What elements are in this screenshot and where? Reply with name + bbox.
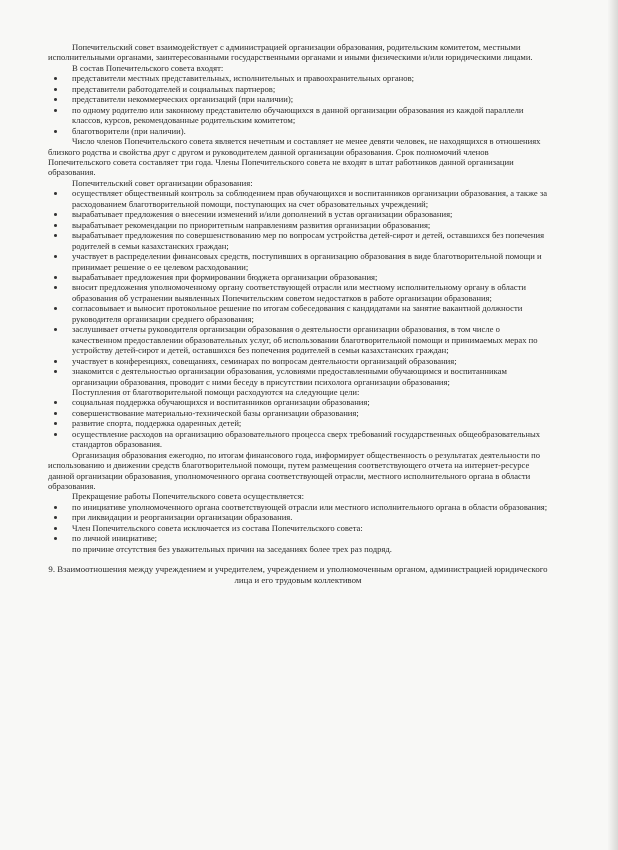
absence-paragraph: по причине отсутствия без уважительных причин на заседаниях более трех раз подряд. bbox=[72, 543, 392, 554]
list-item: при ликвидации и реорганизации организации образования. bbox=[48, 512, 548, 522]
list-item: вырабатывает предложения по совершенствованию мер по вопросам устройства детей-сирот и детей, оставшихся без попечения родителей в семьи казахстанских граждан; bbox=[48, 230, 548, 251]
document-body bbox=[48, 42, 548, 585]
list-item: по инициативе уполномоченного органа соответствующей отрасли или местного исполнительного органа в области образования; bbox=[48, 502, 548, 512]
list-item: развитие спорта, поддержка одаренных детей; bbox=[48, 418, 548, 428]
functions-intro: Попечительский совет организации образования: bbox=[72, 177, 253, 188]
list-item: социальная поддержка обучающихся и воспитанников организации образования; bbox=[48, 397, 548, 407]
list-item: участвует в конференциях, совещаниях, семинарах по вопросам деятельности организаций образования; bbox=[48, 356, 548, 366]
composition-intro: В состав Попечительского совета входят: bbox=[72, 62, 224, 73]
members-paragraph: Число членов Попечительского совета является нечетным и составляет не менее девяти человек, не находящихся в отношениях близкого родства и свойства друг с другом и руководителем данной организации образования. Срок полномочий членов Попечительского совета составляет три года. Члены Попечительского совета не входят в штат работников данной организации образования. bbox=[48, 136, 541, 178]
page-edge-shadow bbox=[608, 0, 618, 850]
functions-list bbox=[48, 188, 548, 387]
list-item: Член Попечительского совета исключается из состава Попечительского совета: bbox=[48, 523, 548, 533]
list-item: представители местных представительных, исполнительных и правоохранительных органов; bbox=[48, 73, 548, 83]
section-heading: 9. Взаимоотношения между учреждением и учредителем, учреждением и уполномоченным органом, администрацией юридического лица и его трудовым коллективом bbox=[48, 564, 548, 585]
list-item: вырабатывает рекомендации по приоритетным направлениям развития организации образования; bbox=[48, 220, 548, 230]
list-item: представители работодателей и социальных партнеров; bbox=[48, 84, 548, 94]
list-item: участвует в распределении финансовых средств, поступивших в организацию образования в виде благотворительной помощи и принимает решение о ее целевом расходовании; bbox=[48, 251, 548, 272]
funds-intro: Поступления от благотворительной помощи расходуются на следующие цели: bbox=[72, 386, 360, 397]
list-item: совершенствование материально-технической базы организации образования; bbox=[48, 408, 548, 418]
report-paragraph: Организация образования ежегодно, по итогам финансового года, информирует общественность о результатах деятельности по использованию и движении средств благотворительной помощи, путем размещения соответствующего отчета на интернет-ресурсе данной организации образования, уполномоченного органа соответствующей отрасли, местного исполнительного органа в области образования. bbox=[48, 449, 540, 492]
termination-list bbox=[48, 502, 548, 544]
list-item: вносит предложения уполномоченному органу соответствующей отрасли или местному исполнительному органу в области образования об устранении выявленных Попечительским советом недостатков в работе организации образования; bbox=[48, 282, 548, 303]
list-item: осуществление расходов на организацию образовательного процесса сверх требований государственных общеобразовательных стандартов образования. bbox=[48, 429, 548, 450]
funds-list bbox=[48, 397, 548, 449]
termination-intro: Прекращение работы Попечительского совета осуществляется: bbox=[72, 491, 305, 502]
intro-paragraph: Попечительский совет взаимодействует с администрацией организации образования, родительским комитетом, местными исполнительными органами, заинтересованными государственными органами и иными физическими и/или юридическими лицами. bbox=[48, 42, 533, 63]
list-item: по личной инициативе; bbox=[48, 533, 548, 543]
list-item: согласовывает и выносит протокольное решение по итогам собеседования с кандидатами на занятие вакантной должности руководителя организации среднего образования; bbox=[48, 303, 548, 324]
list-item: знакомится с деятельностью организации образования, условиями предоставленными обучающимся и воспитанникам организации образования, проводит с ними беседу в присутствии психолога организации образования; bbox=[48, 366, 548, 387]
list-item: благотворители (при наличии). bbox=[48, 126, 548, 136]
list-item: вырабатывает предложения о внесении изменений и/или дополнений в устав организации образования; bbox=[48, 209, 548, 219]
list-item: по одному родителю или законному представителю обучающихся в данной организации образования из каждой параллели классов, курсов, рекомендованные родительским комитетом; bbox=[48, 105, 548, 126]
composition-list bbox=[48, 73, 548, 136]
list-item: вырабатывает предложения при формировании бюджета организации образования; bbox=[48, 272, 548, 282]
list-item: осуществляет общественный контроль за соблюдением прав обучающихся и воспитанников организации образования, а также за расходованием благотворительной помощи, поступающих на счет образовательных учреждений; bbox=[48, 188, 548, 209]
list-item: заслушивает отчеты руководителя организации образования о деятельности организации образования, в том числе о качественном предоставлении образовательных услуг, об использовании благотворительной помощи и принимаемых мерах по устройству детей-сирот и детей, оставшихся без попечения родителей в семьи казахстанских граждан; bbox=[48, 324, 548, 355]
list-item: представители некоммерческих организаций (при наличии); bbox=[48, 94, 548, 104]
